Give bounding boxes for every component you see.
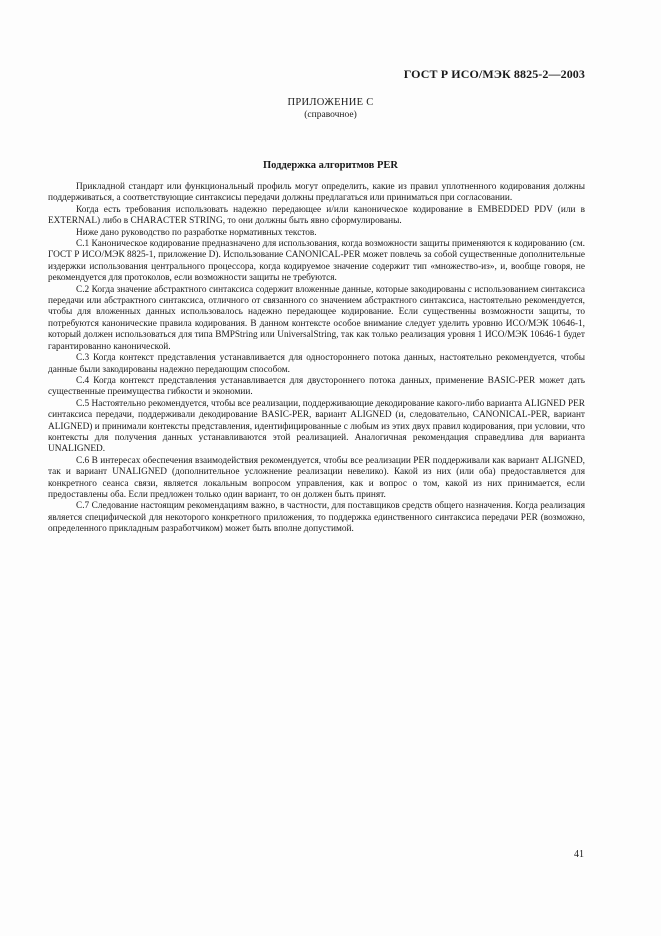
body-text: [48, 182, 585, 536]
paragraph-c1: С.1 Каноническое кодирование предназначено для использования, когда возможности защиты применяются к кодированию (см. ГОСТ Р ИСО/МЭК 8825-1, приложение D). Использование CANONICAL-PER может повлечь за собой существенные дополнительные издержки использования центрального процессора, когда кодируемое значение содержит тип «множество-из», и, вообще говоря, не рекомендуется для протоколов, если возможности защиты не требуются.: [48, 239, 585, 284]
appendix-subtitle: (справочное): [304, 110, 357, 120]
paragraph-c7: С.7 Следование настоящим рекомендациям важно, в частности, для поставщиков средств общего назначения. Когда реализация является специфической для некоторого конкретного приложения, то поддержка единственного синтаксиса передачи PER (возможно, определенного прикладным разработчиком) может быть вполне допустимой.: [48, 501, 585, 535]
paragraph-c5: С.5 Настоятельно рекомендуется, чтобы все реализации, поддерживающие декодирование какого-либо варианта ALIGNED PER синтаксиса передачи, поддерживали декодирование BASIC-PER, вариант ALIGNED (и, следовательно, CANONICAL-PER, вариант ALIGNED) и принимали контексты представления, идентифицированные с любым из этих двух правил кодирования, при условии, что контексты для получения данных устанавливаются этой реализацией. Аналогичная рекомендация справедлива для варианта UNALIGNED.: [48, 398, 585, 455]
paragraph-guidance: Ниже дано руководство по разработке нормативных текстов.: [76, 227, 317, 238]
appendix-title: ПРИЛОЖЕНИЕ С: [287, 97, 374, 108]
paragraph-c6: С.6 В интересах обеспечения взаимодействия рекомендуется, чтобы все реализации PER поддерживали как вариант ALIGNED, так и вариант UNALIGNED (дополнительное усложнение реализации невелико). Какой из них (или оба) предоставляется для конкретного сеанса связи, является локальным вопросом управления, как и вопрос о том, какой из них принимается, если предоставлены оба. Если предложен только один вариант, то он должен быть принят.: [48, 455, 585, 500]
paragraph-intro: Прикладной стандарт или функциональный профиль могут определить, какие из правил уплотненного кодирования должны поддерживаться, а соответствующие синтаксисы передачи должны предлагаться или приниматься при согласовании.: [48, 182, 585, 204]
paragraph-c2: С.2 Когда значение абстрактного синтаксиса содержит вложенные данные, которые закодированы с использованием синтаксиса передачи или абстрактного синтаксиса, отличного от связанного со значением абстрактного синтаксиса, настоятельно рекомендуется, чтобы для вложенных данных использовалось надежно передающее кодирование. Если существенны возможности защиты, то потребуются канонические правила кодирования. В данном контексте особое внимание следует уделить уровню ИСО/МЭК 10646-1, который должен использоваться для типа BMPString или UniversalString, так как только реализация уровня 1 ИСО/МЭК 10646-1 будет гарантированно канонической.: [48, 284, 585, 352]
paragraph-c4: С.4 Когда контекст представления устанавливается для двустороннего потока данных, применение BASIC-PER может дать существенные преимущества гибкости и экономии.: [48, 375, 585, 398]
page-number: 41: [574, 849, 584, 860]
paragraph-requirements: Когда есть требования использовать надежно передающее и/или каноническое кодирование в EMBEDDED PDV (или в EXTERNAL) либо в CHARACTER STRING, то они должны быть явно сформулированы.: [48, 204, 585, 227]
document-header-id: ГОСТ Р ИСО/МЭК 8825-2—2003: [403, 67, 585, 81]
paragraph-c3: С.3 Когда контекст представления устанавливается для одностороннего потока данных, настоятельно рекомендуется, чтобы данные были закодированы надежно передающим способом.: [48, 353, 585, 375]
section-heading: Поддержка алгоритмов PER: [263, 160, 398, 171]
